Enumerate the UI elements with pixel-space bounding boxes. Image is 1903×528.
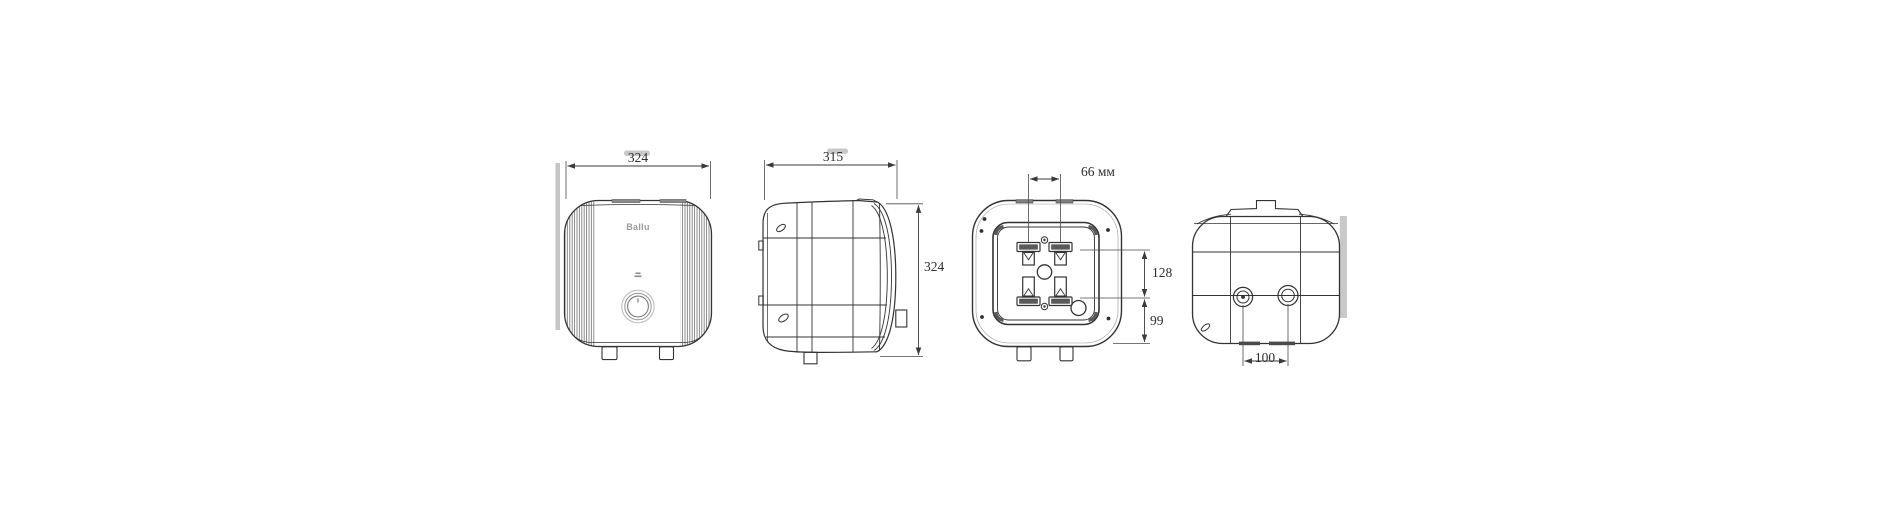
front-pipe-right [660, 347, 674, 360]
plate-screw-bottom [1041, 303, 1047, 309]
plate-screw-top [1041, 237, 1047, 243]
bottom-handle [1226, 201, 1303, 217]
mount-bottom-label: 99 [1150, 313, 1164, 328]
front-pipe-left [602, 347, 617, 360]
side-height-label: 324 [924, 259, 945, 274]
front-width-dimension [566, 161, 711, 199]
shadow-bar-left [556, 163, 561, 330]
side-keyhole-upper [775, 223, 786, 233]
bottom-keyhole [1200, 323, 1211, 333]
mount-vertical-dimension [1080, 250, 1150, 298]
back-pipe-right [1060, 347, 1073, 361]
front-right-ribbed-panel [681, 200, 713, 347]
mount-bottom-dimension [1113, 300, 1150, 344]
plate-drain-hole [1071, 301, 1086, 316]
front-top-seam [580, 205, 696, 206]
bottom-view [1193, 201, 1340, 346]
back-view [973, 200, 1122, 361]
pipe-spacing-label: 100 [1254, 350, 1276, 365]
front-top-vent-right [660, 199, 686, 202]
mounting-plate-inner [998, 227, 1095, 320]
side-view [759, 199, 907, 364]
mount-vertical-label: 128 [1152, 265, 1173, 280]
back-top-tab-left [1016, 200, 1033, 203]
front-top-vent-left [612, 199, 640, 202]
bottom-foot-left [1239, 342, 1260, 346]
bottom-inlet-pipe [1233, 287, 1252, 306]
back-top-tab-right [1056, 200, 1073, 203]
front-width-label: 324 [627, 150, 649, 165]
power-indicator-icon [635, 273, 642, 278]
side-depth-label: 315 [822, 149, 844, 164]
mount-spacing-dimension [1029, 174, 1061, 242]
plate-center-hole [1037, 265, 1051, 279]
side-pipe [804, 352, 817, 364]
side-right-tab [896, 310, 907, 327]
side-panel-seam [880, 203, 881, 351]
bottom-foot-right [1269, 342, 1295, 346]
mounting-keyhole-slots [1017, 243, 1072, 306]
scan-shadows [556, 149, 1348, 331]
temperature-knob [622, 290, 654, 322]
mount-spacing-label: 66 мм [1081, 164, 1115, 179]
side-keyhole-lower [777, 312, 789, 323]
shadow-bar-right [1340, 216, 1347, 318]
back-pipe-left [1017, 347, 1031, 361]
mounting-plate-corner-shading [996, 227, 1096, 321]
brand-logo: Ballu [626, 221, 650, 232]
front-left-ribbed-panel [564, 200, 596, 347]
side-depth-dimension [765, 160, 898, 200]
bottom-body-outline [1193, 217, 1340, 344]
side-body-outline [763, 201, 877, 353]
